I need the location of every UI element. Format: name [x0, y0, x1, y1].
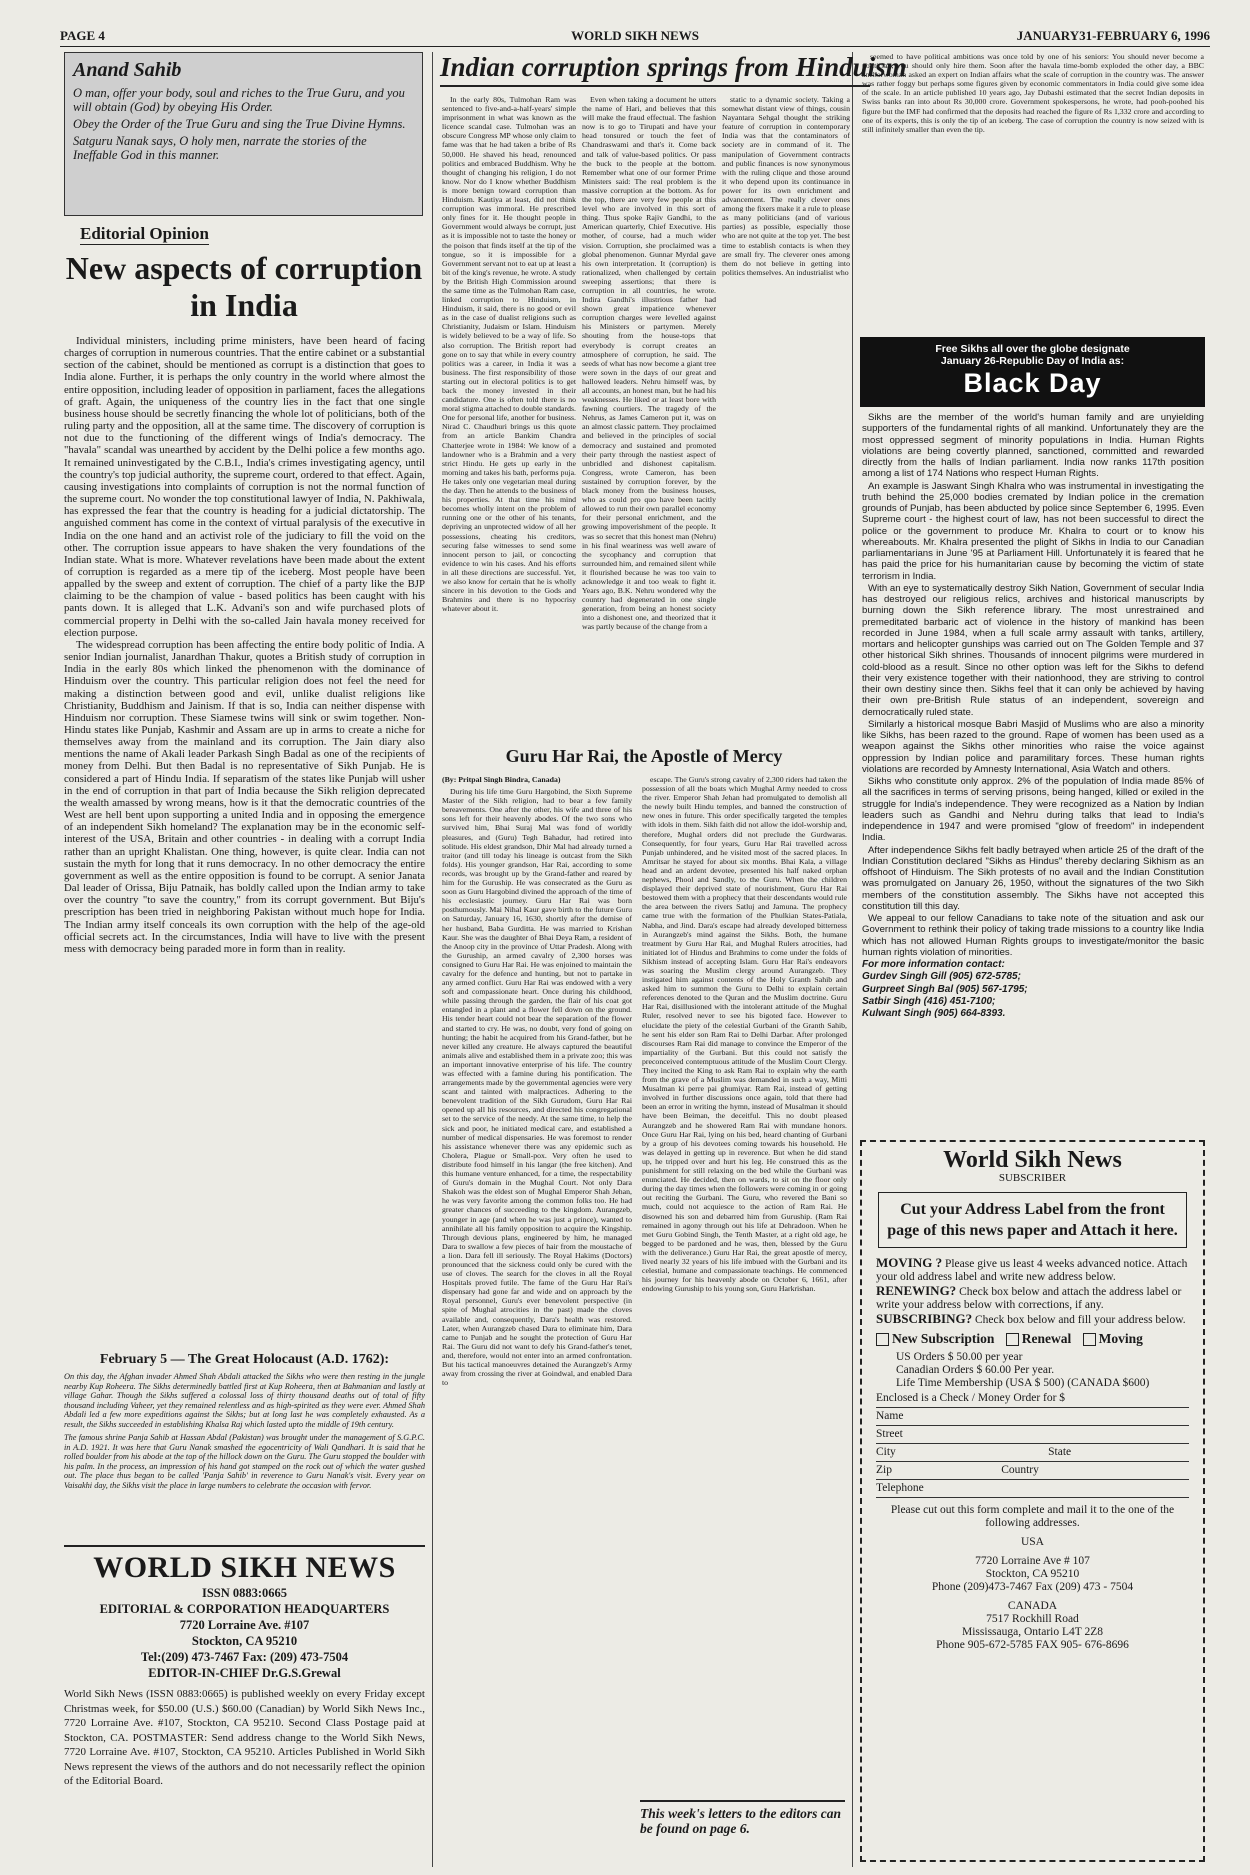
coupon-title: World Sikh News — [943, 1147, 1122, 1173]
india-article-text: In the early 80s, Tulmohan Ram was sentenced to five-and-a-half-years' simple imprisonment in what was known as the licence scandal case. Tulmohan was an obscure Congress MP whose only claim to fame was that he had taken a bribe of Rs 50,000. He shaved his head, renounced politics and embraced Buddhism. Why he thought of changing his religion, I do not know. Nor do I know whether Buddhism is more benign toward corruption than Hinduism. Kautiya at least, did not think corruption was immoral. He prescribed only fines for it. He thought people in Government would always be corrupt, just as it is impossible not to taste the honey or the poison that finds itself at the tip of the tongue, so it is impossible for a Government servant not to eat up at least a bit of the king's revenue, he wrote. A study by the British High Commission around the same time as the Tulmohan Ram case, linked corruption to Hinduism, in Hinduism, it said, there is no good or evil as in the case of dualist religions such as Christianity, Judaism or Islam. Hinduism is widely believed to be a way of life. So also corruption. The British report had gone on to say that while in every country politics was a career, in India it was a business. The first responsibility of those starting out in electoral politics is to get back the money invested in their candidature. One is often told there is no moral stigma attached to double standards. One for personal life, another for business. Nirad C. Chaudhuri brings us this quote from an article Bankim Chandra Chatterjee wrote in 1984: We know of a landowner who is a Brahmin and a very strict Hindu. He gets up early in the morning and takes his bath, performs puja. He takes only one vegetarian meal during the day. Then he attends to the business of his properties. At that time his mind becomes wholly intent on the problem of running one or the other of his tenants, depriving an unprotected widow of all her possessions, cheating his creditors, securing false witnesses to send some innocent person to jail, or concocting evidence to win his cases. And his efforts in all these directions are successful. Yet, we also know for certain that he is wholly sincere in his devotion to the Gods and Brahmins and there is no hypocrisy whatever about it. — [442, 95, 576, 614]
february-paragraph: The famous shrine Panja Sahib at Hassan Abdal (Pakistan) was brought under the management of S.G.P.C. in A.D. 1921. It was here that Guru Nanak smashed the egocentricity of Wali Qandhari. It is said that he rolled boulder from his abode at the top of the hillock down on the Guru. The Guru stopped the boulder with his palm. In the process, an impression of his hand got stamped on the rock out of which the water gushed out. The place thus began to be called 'Panja Sahib' in reverence to Guru Nanak's visit. Every year on Vaisakhi day, the Sikhs visit the place in large numbers to celebrate the occasion with fervor. — [64, 1433, 425, 1490]
black-day-paragraph: Sikhs are the member of the world's human family and are unyielding supporters of the fundamental rights of all mankind. Unfortunately they are the most oppressed segment of minority populations in India. Human Rights violations are being covertly planned, sanctioned, committed and rewarded directly from the halls of Indian parliament. India now ranks 117th position among a list of 174 Nations who respect Human Rights. — [862, 412, 1204, 480]
india-article-text: seemed to have political ambitions was once told by one of his seniors: You should never become a politician, you should only hire them. Soon after the havala time-bomb exploded the other day, a BBC anchorwoman asked an expert on Indian affairs what the scale of corruption in the country was. The answer was rather foggy but perhaps some figures given by economic commentators in India could give some idea of the scale. In an article published 10 years ago, Jay Dubashi estimated that the secret Indian deposits in Swiss banks ran into about Rs 30,000 crore. Government spokespersons, he wrote, had pooh-poohed his figure but the IMF had confirmed that the deposits had reached the figure of Rs 1,332 crore and according to one of its experts, this is only the tip of an iceberg. The case of corruption the country is now seized with is still infinitely smaller than even the tip. — [862, 52, 1204, 134]
new-subscription-label: New Subscription — [892, 1331, 995, 1346]
contact-line: Kulwant Singh (905) 664-8393. — [862, 1008, 1006, 1019]
india-article-column — [722, 95, 850, 330]
india-article-column — [862, 52, 1204, 332]
india-article-text: Even when taking a document he utters the name of Hari, and believes that this will make the fraud effectual. The fashion now is to go to Tirupati and have your head tonsured or touch the feet of Chandraswami and that's it. Come back and talk of value-based politics. Or pass the buck to the people at the bottom. Remember what one of our former Prime Ministers said: The real problem is the massive corruption at the bottom. As for the top, there are very few people at this level who are involved in this sort of thing. Thus spoke Rajiv Gandhi, to the American quarterly, Chief Executive. His mother, of course, had a much wider vision. Corruption, she proclaimed was a global phenomenon. Gunnar Myrdal gave his own interpretation. It (corruption) is rationalized, when challenged by certain sweeping assertions; that there is corruption in all countries, he wrote. Indira Gandhi's illustrious father had shown great impatience whenever corruption charges were levelled against his Ministers or partymen. Merely shouting from the house-tops that everybody is corrupt creates an atmosphere of corruption, he said. The seeds of what has now become a giant tree were sown in the days of our great and hallowed leaders. Nehru himself was, by all accounts, an honest man, but he had his weaknesses. He liked or at least bore with fawning courtiers. The tragedy of the Nehrus, as James Cameron put it, was on an almost classic pattern. They proclaimed and believed in the principles of social democracy and sustained and promoted their party through the nastiest aspect of unbridled and dishonest capitalism. Congress, wrote Cameron, has been sustained by corruption forever, by the black money from the business houses, who as could pro quo have been tacitly allowed to run their own parallel economy for their personal enrichment, and the growing impoverishment of the people. It was so secret that this honest man (Nehru) in his final weariness was well aware of the sycophancy and corruption that surrounded him, and remained silent while it flourished because he was too vain to acknowledge it and too weak to fight it. Years ago, B.K. Nehru wondered why the country had degenerated in one single generation, from being an honest society into a dishonest one, and theorized that it was partly because of the change from a — [582, 95, 716, 632]
february-heading: February 5 — The Great Holocaust (A.D. 1762): — [99, 1352, 390, 1367]
guru-article-column — [642, 775, 847, 1795]
headquarters-label: EDITORIAL & CORPORATION HEADQUARTERS — [99, 1602, 390, 1616]
editorial-label: Editorial Opinion — [80, 224, 209, 243]
black-day-paragraph: After independence Sikhs felt badly betrayed when article 25 of the draft of the Indian Constitution declared "Sikhs as Hindus" thereby declaring Sikhism as an offshoot of Hinduism. The Sikh protests of no avail and the Indian Constitution was promulgated on January 26, 1950, without the signatures of the two Sikh members of the constitution assembly. The Sikhs have not accepted this constitution till this day. — [862, 844, 1204, 912]
guru-article-title: Guru Har Rai, the Apostle of Mercy — [505, 746, 783, 766]
canada-price: Canadian Orders $ 60.00 Per year. — [896, 1364, 1055, 1376]
us-price: US Orders $ 50.00 per year — [896, 1351, 1023, 1363]
anand-title: Anand Sahib — [73, 59, 182, 81]
india-article-column — [442, 95, 576, 735]
anand-line-2: Obey the Order of the True Guru and sing the True Divine Hymns. — [73, 117, 406, 131]
editorial-paragraph: Individual ministers, including prime ministers, have been heard of facing charges of corruption in numerous countries. That the entire cabinet or a substantial section of the cabinet, should be mentioned as corrupt is a distinction that goes to India alone. Further, it is perhaps the only country in the world where almost the entire opposition, including leader of opposition in parliament, faces the allegations of graft. Again, the uniqueness of the country lies in the fact that one single business house should be secretly financing the whole lot of politicians, both of the ruling party and the opposition, all at the same time. The discovery of corruption is not due to the functioning of the different wings of India's democracy. The "havala" scandal was unearthed by accident by the Delhi police a few months ago. It remained uninvestigated by the C.B.I., India's crimes investigating agency, until the country's top judicial authority, the supreme court, ordered to that effect. Again, causing investigations into complaints of corruption is not the normal function of the supreme court. No wonder the top constitutional lawyer of India, N. Pakhiwala, has expressed the fear that the country is heading for a judicial dictatorship. The anguished comment has come in the context of virtual paralysis of the executive in India on the one hand and an activist role of the judiciary to fill the void on the other. The corruption issue appears to have shaken the very foundations of the Indian state. What is more. Whatever revelations have been made about the extent of corruption is regarded as a mere tip of the iceberg. Most people have been appalled by the sweep and extent of corruption. The chief of a party like the BJP claiming to be the champion of value - based politics has been caught with his pants down. It is alleged that L.K. Advani's son and wife purchased plots of commercial property in Delhi with the so-called Jain havala money received for election purpose. — [64, 335, 425, 639]
contact-heading: For more information contact: — [862, 959, 1005, 970]
renewal-label: Renewal — [1021, 1331, 1072, 1346]
lifetime-price: Life Time Membership (USA $ 500) (CANADA $600) — [896, 1377, 1150, 1389]
zip-label: Zip — [876, 1464, 892, 1476]
contact-line: Satbir Singh (416) 451-7100; — [862, 995, 996, 1007]
black-day-paragraph: Similarly a historical mosque Babri Masjid of Muslims who are also a minority like Sikhs, has been razed to the ground. Rape of women has been used as a weapon against the Sikhs other minorities who raise the voice against oppression by Indian police and paramilitary forces. These human rights violations are recorded by Amnesty International, Asia Watch and others. — [862, 718, 1204, 775]
subscribe-label: SUBSCRIBING? — [876, 1311, 973, 1326]
contact-line: Gurdev Singh Gill (905) 672-5785; — [862, 971, 1021, 983]
subscribe-text: Check box below and fill your address below. — [972, 1314, 1186, 1326]
column-rule — [852, 52, 853, 1867]
telephone-label: Telephone — [876, 1482, 924, 1494]
cutout-instruction: Please cut out this form complete and mail it to the one of the following addresses. — [890, 1504, 1175, 1529]
usa-address-2: Stockton, CA 95210 — [985, 1568, 1080, 1580]
hq-phones: Tel:(209) 473-7467 Fax: (209) 473-7504 — [140, 1650, 349, 1664]
guru-article-text: escape. The Guru's strong cavalry of 2,300 riders had taken the possession of all the boats which Mughal Army needed to cross the river. Emperor Shah Jehan had promulgated to demolish all the newly built Hindu temples, and banned the construction of new ones in future. This order specifically targeted the temples with idols in them. Sikh faith did not allow the idol-worship and, therefore, Mughal orders did not preclude the Gurdwaras. Consequently, for four years, Guru Har Rai travelled across Punjab unhindered, and he visited most of the sacred places. In Amritsar he stayed for about six months. Bhai Kala, a village head and an ardent devotee, presented his half naked orphan nephews, Phool and Sandly, to the Guru. When the children displayed their deprived state of nourishment, Guru Har Rai bestowed them with a prophecy that their descendants would rule the area between the rivers Satluj and Jamuna. The prophecy came true with the formation of the Phulkian States-Patiala, Nabha, and Jind. Dara's escape had already developed bitterness in Aurangzeb's mind against the Sikhs. Both, the humane treatment by Guru Har Rai, and Mughal Rulers atrocities, had initiated lot of Hindus and Brahmins to come under the folds of Sikhism instead of accepting Islam. Guru Har Rai's endeavors was soaring the Muslim clergy around Aurangzeb. They instigated him against contents of the Holy Granth Sahib and asked him to summon the Guru to Delhi to explain certain references denoted to the Quran and the Muslim doctrine. Guru Har Rai, disillusioned with the intolerant attitude of the Mughal Ruler, resolved never to see his bigoted face. However to elucidate the piety of the celestial Gurbani of the Granth Sahib, he sent his elder son Ram Rai to Delhi Darbar. After prolonged discourses Ram Rai did manage to convince the Emperor of the impartiality of the Gurbani. But this could not satisfy the preconceived contemptuous attitude of the Muslim Court Clergy. They incited the King to ask Ram Rai to explain why the earth from the grave of a Muslim was demanded in such a way, Mitti Musalman ki perre pai ghumiyar. Ram Rai, instead of getting involved in further discussions once again, told that there had been an error in writing the hymn, instead of Musalman it should have been Beiman, the deceitful. This no doubt pleased Aurangzeb and he showered Ram Rai with mundane honors. Once Guru Har Rai, lying on his bed, heard chanting of Gurbani by a group of his devotees coming towards his household. He was delayed in getting up in reverence. But when he did stand up, he tripped over and hurt his leg. He construed this as the punishment for still relaxing on the bed while the Gurbani was enunciated. He decided, then on wards, to sit on the floor only during the day times when the followers were coming in or going out reciting the Gurbani. The Guru, who revered the Bani so much, could not acquiesce to the action of Ram Rai. He disowned his son and debarred him from Guruship. (Ram Rai remained in agony through out his life at Dehradoon. When he met Guru Gobind Singh, the Tenth Master, at a right old age, he begged to be pardoned and he was, then, blessed by the Guru with the deliverance.) Guru Har Rai, the great apostle of mercy, lived nearly 32 years of his life imbued with the Gurbani and its celestial, humane and compassionate teachings. He commenced his journey for his heavenly abode on October 6, 1661, after endowing Guruship to his young son, Guru Harkrishan. — [642, 775, 847, 1294]
coupon-subtitle: SUBSCRIBER — [998, 1172, 1067, 1184]
renewal-checkbox[interactable] — [1006, 1333, 1019, 1346]
usa-heading: USA — [1020, 1536, 1044, 1548]
canada-heading: CANADA — [1007, 1600, 1058, 1612]
black-day-title: Black Day — [963, 368, 1102, 398]
state-label: State — [1048, 1446, 1072, 1458]
guru-article-text: During his life time Guru Hargobind, the Sixth Supreme Master of the Sikh religion, had to bear a few family bereavements. One after the other, his wife and three of his sons left for their heavenly abodes. Of the two sons who survived him, Bhai Suraj Mal was fond of worldly pleasures, and (Guru) Tegh Bahadur, had retired into solitude. His eldest grandson, Dhir Mal had already turned a traitor (and till today his lineage is outcast from the Sikh folds). His younger grandson, Har Rai, according to some records, was brought up by the Grand-father and reared by him for the Guruship. He was consecrated as the Guru as soon as Guru Hargobind divined the approach of the time of his ecclesiastic journey. Guru Har Rai was born posthumously. Mai Nihal Kaur gave birth to the future Guru on Saturday, January 16, 1630, shortly after the demise of her husband, Baba Gurditta. He was married to Krishan Kaur. She was the daughter of Bhai Deya Ram, a resident of the Anoop city in the province of Uttar Pradesh. Along with the Guruship, an armed cavalry of 2,300 horses was consigned to Guru Har Rai. He was enjoined to maintain the cavalry for the defence and hunting, but not to partake in any armed conflict. Guru Har Rai was endowed with a very soft and compassionate heart. Once during his childhood, while passing through the garden, the flair of his coat got entangled in a plant and a flower fell down on the ground. His tender heart could not bear the separation of the flower and started to cry. He was, no doubt, very fond of going on hunting; the habit he acquired from his Grand-father, but he never killed any creature. He always captured the beautiful animals alive and established them in a private zoo; this was an important innovative enterprise of his life. The country was effected with a famine during his pontification. The arrangements made by the governmental agencies were very scant and tainted with malpractices. Adhering to the benevolent tradition of the Sikh Gurudom, Guru Har Rai opened up all his resources, and directed his congregational set to the service of the needy. At the same time, to help the sick and poor, he initiated medical care, and established a number of medical dispensaries. He was foremost to render his assistance whenever there was any epidemic such as Cholera, Plague or Small-pox. Very often he used to distribute food himself in his langar (the free kitchen). And this humane venture enhanced, for a time, the respectability of Guru's domain in the Mughal Court. Not only Dara Shakoh was the eldest son of Mughal Emperor Shah Jehan, he was very favorite among the common folks too. He had greater chances of succeeding to the kingdom. Aurangzeb, younger in age (and when he was just a prince), wanted to annihilate all his family opposition to acquire the Kingship. Through devious plans, engineered by him, he managed Dara to swallow a few pieces of hair from the moustache of a lion. Dara fell ill seriously. The Royal Hakims (Doctors) pronounced that the sickness could only be cured with the use of cloves. The search for the cloves in all the Royal Hospitals proved futile. The fame of the Guru Har Rai's dispensary had gone far and wide and on approach by the Royal personnel, Guru's ever benevolent perspective (in spite of Mughal atrocities in the past) made the cloves available and, consequently, Dara's health was restored. Later, when Aurangzeb chased Dara to eliminate him, Dara came to Punjab and he sought the protection of Guru Har Rai. The Guru did not want to defy his Grand-father's tenet, and, therefore, would not enter into an armed confrontation. But his tactical manoeuvres detained the Aurangzeb's Army away from crossing the river at Goindwal, and enabled Dara to — [442, 787, 632, 1388]
renew-note — [876, 1284, 1189, 1312]
enclosed-label: Enclosed is a Check / Money Order for $ — [876, 1392, 1066, 1404]
anand-line-3: Satguru Nanak says, O holy men, narrate the stories of the Ineffable God in this manner. — [73, 134, 367, 162]
hq-address-2: Stockton, CA 95210 — [191, 1634, 298, 1648]
usa-address-1: 7720 Lorraine Ave # 107 — [975, 1555, 1090, 1567]
moving-label: MOVING ? — [876, 1255, 943, 1270]
renew-text: Check box below and attach the address label or write your address below with corrections, if any. — [876, 1286, 1182, 1311]
subscription-coupon[interactable] — [860, 1140, 1205, 1862]
canada-phone: Phone 905-672-5785 FAX 905- 676-8696 — [936, 1639, 1129, 1651]
black-day-body — [862, 412, 1204, 1138]
black-day-paragraph: With an eye to systematically destroy Sikh Nation, Government of secular India has destroyed our religious relics, archives and historical manuscripts by burning down the Sikh reference library. The most unrestrained and premeditated barbaric act of violence in the history of mankind has been recorded in June 1984, when a full scale army assault with tanks, artillery, mortars and helicopter gunships was carried out on The Golden Temple and 37 other historical Sikh shrines. Thousands of innocent pilgrims were murdered in cold-blood as a result. Since no other option was left for the Sikhs to defend their very existence together with their nationhood, they are striving to control their own destiny since then. Sikhs feel that it can only be achieved by having their own pre-British Rule status of an independent, sovereign and democratically ruled state. — [862, 582, 1204, 718]
india-article-text: static to a dynamic society. Taking a somewhat distant view of things, cousin Nayantara Sehgal thought the striking feature of corruption in contemporary India was that the contaminators of society are in command of it. The manipulation of Government contracts and public finances is now synonymous with the ruling clique and those around it who depend upon its continuance in power for its own enrichment and advancement. The really clever ones among the fixers make it a rule to please as many politicians (and of various parties) as possible, especially those who are not quite at the top yet. The best time to establish contacts is when they are small fry. The cleverer ones among them do not believe in getting into politics themselves. An industrialist who — [722, 95, 850, 277]
name-label: Name — [876, 1410, 904, 1422]
february-holocaust-box — [64, 1352, 425, 1534]
city-state-field[interactable] — [876, 1444, 1189, 1462]
canada-address-1: 7517 Rockhill Road — [986, 1613, 1079, 1625]
anand-line-1: O man, offer your body, soul and riches to the True Guru, and you will obtain (God) by obeying His Order. — [73, 86, 405, 114]
moving-text: Please give us least 4 weeks advanced notice. Attach your old address label and write new address below. — [876, 1258, 1188, 1283]
india-article-title: Indian corruption springs from Hinduism — [440, 52, 870, 87]
usa-phone: Phone (209)473-7467 Fax (209) 473 - 7504 — [931, 1581, 1134, 1593]
issue-date: JANUARY31-FEBRUARY 6, 1996 — [1016, 28, 1210, 43]
renew-label: RENEWING? — [876, 1283, 957, 1298]
black-day-paragraph: Sikhs who constitute only approx. 2% of the population of India made 85% of all the sacrifices in terms of serving prisons, being hanged, killed or exiled in the struggle for India's independence. They were recognized as a Nation by Indian leaders such as Gandhi and Nehru during talks that lead to India's independence in 1947 and were promised "glow of freedom" in independent India. — [862, 776, 1204, 844]
black-day-subtitle-1: Free Sikhs all over the globe designate — [935, 343, 1130, 355]
issn: ISSN 0883:0665 — [201, 1586, 288, 1600]
street-field[interactable] — [876, 1426, 1189, 1444]
street-label: Street — [876, 1428, 903, 1440]
letters-notice: This week's letters to the editors can be found on page 6. — [640, 1800, 845, 1836]
black-day-paragraph: We appeal to our fellow Canadians to take note of the situation and ask our Government to rethink their policy of taking trade missions to a country like India which has not allowed Human Rights groups to investigate/monitor the basic human rights violation of minorities. — [862, 913, 1204, 958]
black-day-subtitle-2: January 26-Republic Day of India as: — [940, 355, 1125, 367]
paper-name: WORLD SIKH NEWS — [571, 28, 699, 43]
moving-note — [876, 1256, 1189, 1284]
subscription-options — [876, 1331, 1189, 1347]
name-field[interactable] — [876, 1408, 1189, 1426]
moving-option-label: Moving — [1098, 1331, 1143, 1346]
editorial-body — [64, 335, 425, 1335]
enclosed-field[interactable] — [876, 1390, 1189, 1408]
guru-byline: (By: Pritpal Singh Bindra, Canada) — [442, 775, 561, 784]
zip-country-field[interactable] — [876, 1462, 1189, 1480]
publisher-block — [64, 1545, 425, 1873]
black-day-banner — [860, 337, 1205, 407]
hq-address-1: 7720 Lorraine Ave. #107 — [179, 1618, 310, 1632]
address-label-box[interactable]: Cut your Address Label from the front page of this news paper and Attach it here. — [878, 1192, 1187, 1248]
telephone-field[interactable] — [876, 1480, 1189, 1498]
black-day-paragraph: An example is Jaswant Singh Khalra who was instrumental in investigating the truth behind the 25,000 bodies cremated by Indian police in the cremation grounds of Punjab, has been abducted by police since September 6, 1995. Even Supreme court - the highest court of law, has not been successful to direct the police or the government to produce Mr. Khalra to court or to know his whereabouts. Mr. Khalra presented the plight of Sikhs in India to our Canadian parliamentarians in June '95 at Parliament Hill. Unfortunately it is feared that he has paid the price for his humanitarian cause by becoming the victim of state terrorism in India. — [862, 480, 1204, 582]
editor-in-chief: EDITOR-IN-CHIEF Dr.G.S.Grewal — [148, 1666, 341, 1680]
canada-address-2: Mississauga, Ontario L4T 2Z8 — [962, 1626, 1103, 1638]
column-rule — [432, 52, 433, 1867]
page-header — [60, 28, 1210, 47]
moving-checkbox[interactable] — [1083, 1333, 1096, 1346]
new-subscription-checkbox[interactable] — [876, 1333, 889, 1346]
subscribe-note — [876, 1312, 1189, 1327]
publisher-name: WORLD SIKH NEWS — [93, 1551, 396, 1584]
anand-sahib-box — [64, 52, 423, 216]
editorial-paragraph: The widespread corruption has been affecting the entire body politic of India. A senior Indian journalist, Janardhan Thakur, quotes a British study of corruption in India in the early 80s which linked the phenomenon with the dominance of Hinduism over the country. This particular religion does not feel the need for making a distinction between good and evil, unlike dualist religions like Christianity, Buddhism and Jainism. If that is so, India can neither dispense with Hinduism nor corruption. These Siamese twins will sink or swim together. Non-Hindu states like Punjab, Kashmir and Assam are up in arms to create a niche for themselves away from the mainland and its corruption. The Jain diary also mentions the name of Akali leader Parkash Singh Badal as one of the recipients of money from Delhi. But then Badal is no representative of Sikh Punjab. He is considered a part of Hindu India. If separatism of the states like Punjab will usher in the end of corruption in that part of India because the Sikh religion deprecated the wealth amassed by wrong means, how is it that the democratic countries of the West are hell bent upon supporting a united India and in opposing the emergence of an independent Sikh homeland? The explanation may be in the economic self-interest of the USA, Britain and other countries - in dealing with a corrupt India rather than an upright Khalistan. One thing, however, is quite clear. India can not sustain the myth for long that it runs democracy. In no other democracy the entire government as well as the entire opposition is found to be corrupt. A senior Janata Dal leader of Orissa, Biju Patnaik, has boldly called upon the Indian army to take over the country "to save the country," from its corrupt government. But Biju's prescription has been tried in neighboring Pakistan without much hope for India. The Indian army itself conceals its own corruption with the help of the age-old official secrets act. In the circumstances, India will have to live with the present mess with democracy being paraded more in form than in reality. — [64, 638, 425, 955]
country-label: Country — [1001, 1464, 1039, 1476]
publication-notice: World Sikh News (ISSN 0883:0665) is published weekly on every Friday except Christmas week, for $50.00 (U.S.) $60.00 (Canadian) by World Sikh News Inc., 7720 Lorraine Ave. #107, Stockton, CA 95210. Second Class Postage paid at Stockton, CA. POSTMASTER: Send address change to the World Sikh News, 7720 Lorraine Ave. #107, Stockton, CA 95210. Articles Published in World Sikh News represent the views of the authors and do not necessarily reflect the opinion of the Editorial Board. — [64, 1688, 425, 1787]
guru-article-column — [442, 775, 632, 1865]
page-number: PAGE 4 — [60, 28, 105, 43]
india-article-column — [582, 95, 716, 735]
contact-line: Gurpreet Singh Bal (905) 567-1795; — [862, 983, 1028, 995]
city-label: City — [876, 1446, 896, 1458]
editorial-title: New aspects of corruption in India — [65, 250, 423, 323]
february-paragraph: On this day, the Afghan invader Ahmed Shah Abdali attacked the Sikhs who were then resting in the jungle nearby Kup Roheera. The Sikhs determinedly battled first at Kup Roheera, then at Bahmanian and lastly at village Gahar. Though the Sikhs suffered a colossal loss of thirty thousand deaths out of total of fifty thousand including Vaheer, yet they remained relentless and as high-spirited as they were ever. Ahmed Shah Abdali led a few more expeditions against the Sikhs; but at long last he was completely exhausted. As a result, the Sikhs succeeded in establishing Khalsa Raj which lasted upto the middle of 19th century. — [64, 1372, 425, 1429]
